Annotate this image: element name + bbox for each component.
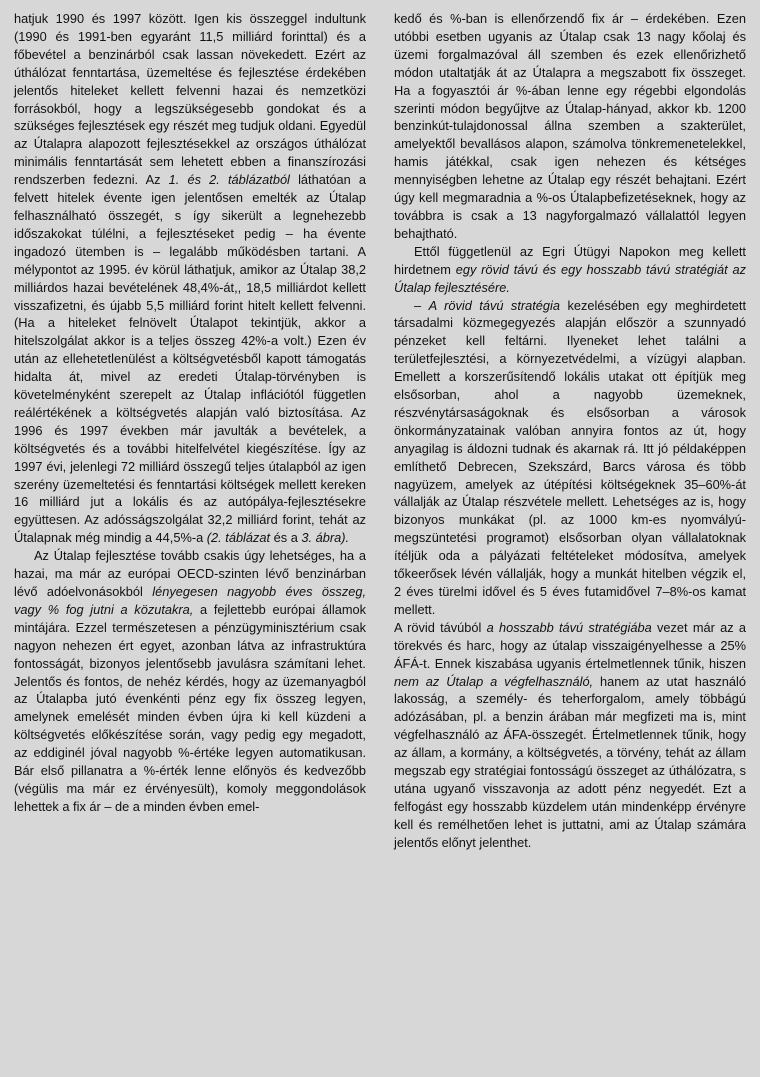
end-user-emphasis: nem az Útalap a végfelhasználó, [394, 673, 594, 689]
right-paragraph-4: A rövid távúból a hosszabb távú stratégiába vezet már az a törekvés és harc, hogy az útalap visszaigényelhesse a 25% ÁFÁ-t. Ennek kiszabása ugyanis értelmetlennek tűnik, hiszen nem az Útalap a végfelhasználó, hanem az utat használó lakosság, a személy- és teherforgalom, amely többágú adózásában, pl. a benzin árában már megfizeti ma is, mint végfelhasználó az ÁFA-összegét. Értelmetlennek tűnik, hogy az állam, a kormány, a költségvetés, a törvény, tehát az állam megszab egy stratégiai fontosságú összeget az úthálózatra, s utána ugyanő visszavonja az adott pénz negyedét. Ezt a felfogást egy hosszabb küzdelem után mindenképp érvényre kell és remélhetően lehet is juttatni, ami az Útalap számára jelentős előnyt jelenthet. [394, 619, 747, 850]
strategy-emphasis: egy rövid távú és egy hosszabb távú stratégiát az Útalap fejlesztésére. [394, 261, 746, 295]
two-column-body [14, 10, 746, 852]
table-reference: 1. és 2. táblázatból [168, 172, 290, 188]
long-term-emphasis: a hosszabb távú stratégiába [486, 619, 652, 635]
right-paragraph-3: – A rövid távú stratégia kezelésében egy meghirdetett társadalmi közmegegyezés alapján először a szunnyadó pénzeket kell feltárni. Ilyeneket lehet találni a területfejlesztési, a környezetvédelmi, a vízügyi alapban. Emellett a korszerűsítendő lokális utakat ott építjük meg elsősorban, ahol a nagyobb üzemeknek, részvénytársaságoknak és elsősorban a városok önkormányzatainak valóban annyira fontos az út, hogy anyagilag is áldozni tudnak és akarnak rá. Itt jó példaképpen említhető Debrecen, Szekszárd, Barcs városa és több nagyüzem, amelyek az útépítési költségeknek 35–60%-át vállalják az Útalap részvétele mellett. Lehetséges az is, hogy bizonyos munkákat (pl. az 1000 km-es nyomvályú-megszüntetési programot) elsősorban olyan vállalatoknak ítéljük oda a pályázati feltételeket módosítva, amelyek tőkeerősek lévén vállalják, hogy a munkát hitelben végzik el, 2 éves türelmi idővel és 5 éves futamidővel 7–8%-os kamat mellett. [394, 297, 746, 617]
left-paragraph-1: hatjuk 1990 és 1997 között. Igen kis összeggel indultunk (1990 és 1991-ben egyaránt 11,5 milliárd forinttal) és a főbevétel a benzinárból csak lassan növekedett. Ezért az úthálózat fenntartása, üzemeltése és fejlesztése érdekében jelentős hiteleket kellett felvenni hazai és nemzetközi forrásokból, hogy a legszükségesebb gondokat és a szükséges fejlesztések egy részét meg tudjuk oldani. Egyedül az Útalapra alapozott fejlesztésekkel az országos úthálózat minimális fenntartását sem lehetett ebben a finanszírozási rendszerben fedezni. Az 1. és 2. táblázatból láthatóan a felvett hitelek évente igen jelentősen emelték az Útalap felhasználható összegét, s így sikerült a legnehezebb időszakokat túlélni, a fejlesztéseket pedig – ha évente ingadozó ütemben is – legalább működésben tartani. A mélypontot az 1995. év körül láthatjuk, amikor az Útalap 38,2 milliárdos hazai bevételének 48,4%-át,, 18,5 milliárdot kellett visszafizetni, és újabb 5,5 milliárd forint hitelt kellett felvenni. (Ha a hiteleket felnövelt Útalapot tekintjük, akkor a hitelszolgálat akkor is a teljes összeg 42%-a volt.) Ezen év után az ellehetetlenülést a költségvetésből kapott támogatás hidalta át, mivel az eredeti Útalap-törvényben is követelményként szerepelt az Útalap inflációtól független reálértékének a költségvetés alapján való biztosítása. Az 1996 és 1997 években már javulták a bevételek, a költségvetés és a további hitelfelvétel kiegészítése. Így az 1997 évi, jelenlegi 72 milliárd összegű teljes útalapból az igen szerény üzemeltetési és fenntartási költségek mellett kereken 16 milliárd jut a lokális és az autópálya-fejlesztésekre együttesen. Az adósságszolgálat 32,2 milliárd forint, tehát az Útalapnak még mindig a 44,5%-a (2. táblázat és a 3. ábra). [14, 11, 366, 546]
left-column [14, 10, 366, 852]
emphasis-text: lényegesen nagyobb éves összeg, vagy % fog jutni a közutakra, [14, 584, 367, 617]
short-term-emphasis: A rövid távú stratégia [428, 297, 561, 313]
right-paragraph-1: kedő és %-ban is ellenőrzendő fix ár – érdekében. Ezen utóbbi esetben ugyanis az Útalap csak 13 nagy kőolaj és üzemi forgalmazóval áll szemben és ezek ellenőrizhető módon utaltatják át az Útalapra a megszabott fix összeget. Ha a fogyasztói ár %-ában lenne egy régebbi elgondolás szerinti módon begyűjtve az Útalap-hányad, akkor kb. 1200 benzinkút-tulajdonossal állna szemben a szakterület, amelyektől bevallásos alapon, számolva tönkremenetelekkel, hamis játékkal, csak igen nehezen és kétséges mennyiségben lehetne az Útalap egy részét behajtani. Ezért úgy kell megmaradnia a %-os Útalapbefizetéseknek, hogy az továbbra is csak a 13 nagyforgalmazó vállalattól legyen behajtható. [394, 11, 746, 241]
table-reference-2: (2. táblázat [206, 530, 271, 546]
right-paragraph-2: Ettől függetlenül az Egri Útügyi Napokon meg kellett hirdetnem egy rövid távú és egy hosszabb távú stratégiát az Útalap fejlesztésére. [394, 243, 746, 295]
figure-reference: 3. ábra). [301, 530, 350, 546]
right-column [394, 10, 746, 852]
left-paragraph-2: Az Útalap fejlesztése tovább csakis úgy lehetséges, ha a hazai, ma már az európai OECD-szinten lévő benzinárban lévő adóelvonásokból lényegesen nagyobb éves összeg, vagy % fog jutni a közutakra, a fejlettebb európai államok mintájára. Ezzel természetesen a pénzügyminisztérium csak nagyon nehezen ért egyet, azonban látva az infrastruktúra fontosságát, bizonyos jelentősebb javulásra számítani lehet. Jelentős és fontos, de nehéz kérdés, hogy az üzemanyagból az Útalapba jutó évenkénti pénz egy fix összeg legyen, amelynek emelését minden évben újra ki kell küzdeni a költségvetés előkészítése során, vagy pedig egy megadott, az eddiginél jóval nagyobb %-értéke legyen automatikusan. Bár első pillanatra a %-érték lenne előnyös és kedvezőbb (végülis ma már ez érvényesült), komoly meggondolások lehettek a fix ár – de a minden évben emel- [14, 548, 367, 814]
